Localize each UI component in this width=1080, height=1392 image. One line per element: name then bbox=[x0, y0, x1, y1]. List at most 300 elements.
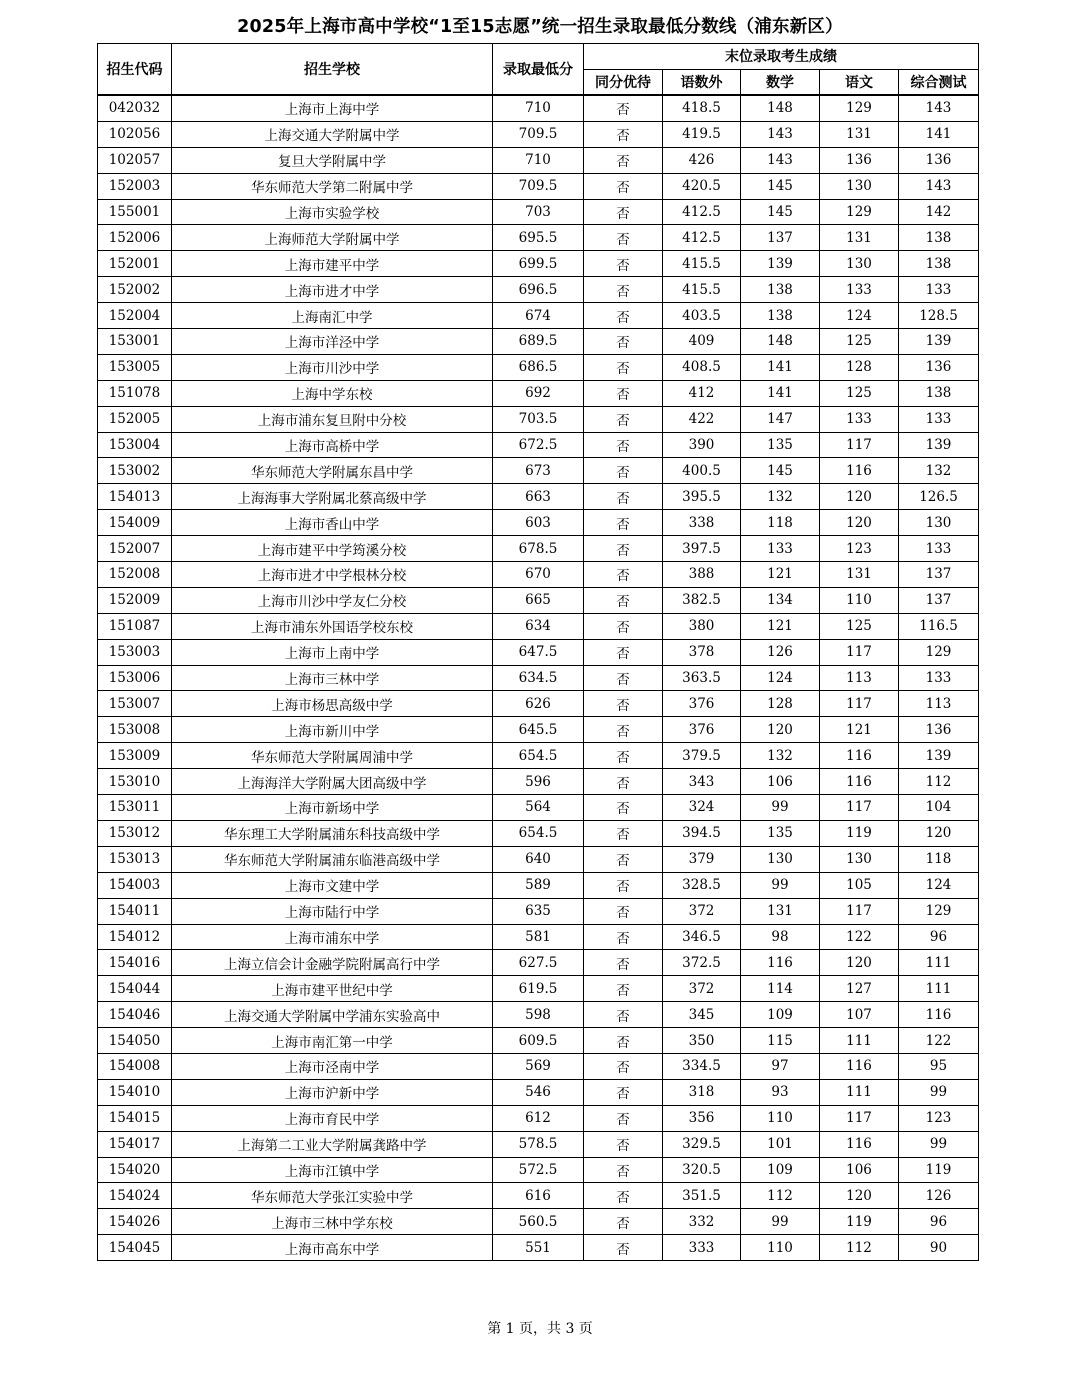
cell-comprehensive-test: 128.5 bbox=[899, 303, 979, 329]
cell-school: 上海市文建中学 bbox=[172, 872, 493, 898]
cell-chinese: 120 bbox=[820, 950, 899, 976]
table-row bbox=[98, 976, 979, 1002]
cell-min-score: 596 bbox=[493, 769, 584, 795]
table-row bbox=[98, 717, 979, 743]
cell-tie-priority: 否 bbox=[584, 820, 663, 846]
table-row bbox=[98, 199, 979, 225]
cell-school: 上海市浦东中学 bbox=[172, 924, 493, 950]
cell-math: 99 bbox=[741, 872, 820, 898]
cell-code: 154009 bbox=[98, 510, 172, 536]
cell-min-score: 560.5 bbox=[493, 1209, 584, 1235]
cell-comprehensive-test: 136 bbox=[899, 354, 979, 380]
cell-tie-priority: 否 bbox=[584, 639, 663, 665]
cell-tie-priority: 否 bbox=[584, 665, 663, 691]
cell-chinese-math-english: 408.5 bbox=[663, 354, 741, 380]
cell-math: 137 bbox=[741, 225, 820, 251]
cell-tie-priority: 否 bbox=[584, 769, 663, 795]
cell-chinese: 130 bbox=[820, 173, 899, 199]
cell-school: 华东师范大学附属东昌中学 bbox=[172, 458, 493, 484]
cell-min-score: 654.5 bbox=[493, 820, 584, 846]
cell-comprehensive-test: 139 bbox=[899, 743, 979, 769]
header-last-admitted-group: 末位录取考生成绩 bbox=[584, 44, 979, 70]
cell-chinese-math-english: 318 bbox=[663, 1079, 741, 1105]
cell-math: 120 bbox=[741, 717, 820, 743]
cell-tie-priority: 否 bbox=[584, 846, 663, 872]
cell-school: 上海市沪新中学 bbox=[172, 1079, 493, 1105]
cell-chinese: 117 bbox=[820, 639, 899, 665]
cell-comprehensive-test: 111 bbox=[899, 976, 979, 1002]
cell-code: 153001 bbox=[98, 329, 172, 355]
cell-chinese-math-english: 379.5 bbox=[663, 743, 741, 769]
cell-chinese-math-english: 329.5 bbox=[663, 1131, 741, 1157]
cell-tie-priority: 否 bbox=[584, 432, 663, 458]
cell-tie-priority: 否 bbox=[584, 1105, 663, 1131]
cell-comprehensive-test: 116 bbox=[899, 1002, 979, 1028]
cell-math: 109 bbox=[741, 1002, 820, 1028]
table-row bbox=[98, 173, 979, 199]
cell-code: 151078 bbox=[98, 380, 172, 406]
cell-math: 110 bbox=[741, 1105, 820, 1131]
cell-chinese: 116 bbox=[820, 769, 899, 795]
cell-code: 154017 bbox=[98, 1131, 172, 1157]
header-chinese: 语文 bbox=[820, 69, 899, 95]
cell-comprehensive-test: 138 bbox=[899, 380, 979, 406]
cell-comprehensive-test: 120 bbox=[899, 820, 979, 846]
cell-tie-priority: 否 bbox=[584, 536, 663, 562]
cell-school: 上海市新场中学 bbox=[172, 795, 493, 821]
table-row bbox=[98, 380, 979, 406]
table-row bbox=[98, 1131, 979, 1157]
cell-school: 上海市育民中学 bbox=[172, 1105, 493, 1131]
cell-math: 148 bbox=[741, 95, 820, 121]
table-row bbox=[98, 846, 979, 872]
cell-math: 97 bbox=[741, 1053, 820, 1079]
cell-min-score: 609.5 bbox=[493, 1028, 584, 1054]
cell-code: 154024 bbox=[98, 1183, 172, 1209]
cell-tie-priority: 否 bbox=[584, 1002, 663, 1028]
cell-tie-priority: 否 bbox=[584, 587, 663, 613]
cell-min-score: 689.5 bbox=[493, 329, 584, 355]
cell-min-score: 703 bbox=[493, 199, 584, 225]
cell-comprehensive-test: 142 bbox=[899, 199, 979, 225]
cell-comprehensive-test: 118 bbox=[899, 846, 979, 872]
cell-tie-priority: 否 bbox=[584, 303, 663, 329]
cell-code: 154046 bbox=[98, 1002, 172, 1028]
cell-min-score: 703.5 bbox=[493, 406, 584, 432]
cell-math: 130 bbox=[741, 846, 820, 872]
cell-school: 上海立信会计金融学院附属高行中学 bbox=[172, 950, 493, 976]
cell-school: 上海市新川中学 bbox=[172, 717, 493, 743]
cell-math: 143 bbox=[741, 121, 820, 147]
cell-min-score: 612 bbox=[493, 1105, 584, 1131]
cell-math: 145 bbox=[741, 199, 820, 225]
cell-code: 042032 bbox=[98, 95, 172, 121]
cell-code: 153009 bbox=[98, 743, 172, 769]
cell-math: 145 bbox=[741, 458, 820, 484]
cell-min-score: 695.5 bbox=[493, 225, 584, 251]
cell-chinese: 117 bbox=[820, 795, 899, 821]
table-row bbox=[98, 251, 979, 277]
cell-chinese-math-english: 395.5 bbox=[663, 484, 741, 510]
cell-chinese: 111 bbox=[820, 1079, 899, 1105]
cell-tie-priority: 否 bbox=[584, 743, 663, 769]
table-row bbox=[98, 406, 979, 432]
cell-chinese: 131 bbox=[820, 562, 899, 588]
table-row bbox=[98, 121, 979, 147]
header-comprehensive-test: 综合测试 bbox=[899, 69, 979, 95]
cell-tie-priority: 否 bbox=[584, 691, 663, 717]
cell-min-score: 581 bbox=[493, 924, 584, 950]
cell-code: 153006 bbox=[98, 665, 172, 691]
cell-comprehensive-test: 137 bbox=[899, 587, 979, 613]
cell-comprehensive-test: 123 bbox=[899, 1105, 979, 1131]
cell-school: 上海市杨思高级中学 bbox=[172, 691, 493, 717]
cell-comprehensive-test: 133 bbox=[899, 406, 979, 432]
cell-chinese-math-english: 372.5 bbox=[663, 950, 741, 976]
cell-code: 102056 bbox=[98, 121, 172, 147]
cell-math: 143 bbox=[741, 147, 820, 173]
cell-comprehensive-test: 122 bbox=[899, 1028, 979, 1054]
cell-chinese-math-english: 324 bbox=[663, 795, 741, 821]
cell-chinese-math-english: 350 bbox=[663, 1028, 741, 1054]
cell-min-score: 699.5 bbox=[493, 251, 584, 277]
header-chinese-math-english: 语数外 bbox=[663, 69, 741, 95]
cell-chinese-math-english: 363.5 bbox=[663, 665, 741, 691]
cell-math: 128 bbox=[741, 691, 820, 717]
cell-chinese: 116 bbox=[820, 1053, 899, 1079]
cell-chinese: 117 bbox=[820, 898, 899, 924]
cell-code: 154016 bbox=[98, 950, 172, 976]
cell-chinese: 131 bbox=[820, 225, 899, 251]
cell-code: 152006 bbox=[98, 225, 172, 251]
cell-chinese-math-english: 345 bbox=[663, 1002, 741, 1028]
cell-school: 华东师范大学第二附属中学 bbox=[172, 173, 493, 199]
cell-math: 131 bbox=[741, 898, 820, 924]
cell-math: 132 bbox=[741, 743, 820, 769]
cell-chinese: 129 bbox=[820, 95, 899, 121]
cell-min-score: 640 bbox=[493, 846, 584, 872]
cell-comprehensive-test: 130 bbox=[899, 510, 979, 536]
cell-code: 154045 bbox=[98, 1235, 172, 1261]
cell-min-score: 709.5 bbox=[493, 121, 584, 147]
cell-tie-priority: 否 bbox=[584, 354, 663, 380]
cell-chinese-math-english: 372 bbox=[663, 976, 741, 1002]
cell-chinese-math-english: 320.5 bbox=[663, 1157, 741, 1183]
cell-code: 153004 bbox=[98, 432, 172, 458]
cell-school: 上海市建平中学筠溪分校 bbox=[172, 536, 493, 562]
cell-comprehensive-test: 96 bbox=[899, 924, 979, 950]
cell-comprehensive-test: 116.5 bbox=[899, 613, 979, 639]
cell-school: 上海市建平中学 bbox=[172, 251, 493, 277]
cell-comprehensive-test: 139 bbox=[899, 329, 979, 355]
cell-tie-priority: 否 bbox=[584, 1209, 663, 1235]
cell-chinese-math-english: 343 bbox=[663, 769, 741, 795]
cell-chinese: 131 bbox=[820, 121, 899, 147]
cell-min-score: 686.5 bbox=[493, 354, 584, 380]
cell-chinese-math-english: 376 bbox=[663, 717, 741, 743]
cell-chinese-math-english: 382.5 bbox=[663, 587, 741, 613]
cell-min-score: 589 bbox=[493, 872, 584, 898]
cell-comprehensive-test: 119 bbox=[899, 1157, 979, 1183]
cell-school: 华东师范大学张江实验中学 bbox=[172, 1183, 493, 1209]
cell-code: 154020 bbox=[98, 1157, 172, 1183]
cell-tie-priority: 否 bbox=[584, 562, 663, 588]
cell-chinese: 116 bbox=[820, 743, 899, 769]
cell-math: 101 bbox=[741, 1131, 820, 1157]
cell-comprehensive-test: 136 bbox=[899, 717, 979, 743]
cell-chinese: 121 bbox=[820, 717, 899, 743]
cell-tie-priority: 否 bbox=[584, 95, 663, 121]
cell-math: 114 bbox=[741, 976, 820, 1002]
table-row bbox=[98, 639, 979, 665]
cell-code: 151087 bbox=[98, 613, 172, 639]
cell-chinese: 116 bbox=[820, 1131, 899, 1157]
table-row bbox=[98, 1105, 979, 1131]
cell-school: 华东师范大学附属浦东临港高级中学 bbox=[172, 846, 493, 872]
cell-code: 153011 bbox=[98, 795, 172, 821]
cell-school: 上海海事大学附属北蔡高级中学 bbox=[172, 484, 493, 510]
cell-tie-priority: 否 bbox=[584, 898, 663, 924]
cell-comprehensive-test: 126.5 bbox=[899, 484, 979, 510]
cell-code: 154026 bbox=[98, 1209, 172, 1235]
cell-min-score: 634 bbox=[493, 613, 584, 639]
cell-min-score: 627.5 bbox=[493, 950, 584, 976]
cell-comprehensive-test: 104 bbox=[899, 795, 979, 821]
cell-math: 93 bbox=[741, 1079, 820, 1105]
cell-chinese-math-english: 422 bbox=[663, 406, 741, 432]
cell-chinese: 133 bbox=[820, 406, 899, 432]
table-row bbox=[98, 225, 979, 251]
cell-tie-priority: 否 bbox=[584, 121, 663, 147]
cell-min-score: 578.5 bbox=[493, 1131, 584, 1157]
cell-school: 上海市浦东外国语学校东校 bbox=[172, 613, 493, 639]
cell-math: 116 bbox=[741, 950, 820, 976]
cell-min-score: 572.5 bbox=[493, 1157, 584, 1183]
cell-math: 147 bbox=[741, 406, 820, 432]
cell-school: 上海南汇中学 bbox=[172, 303, 493, 329]
cell-tie-priority: 否 bbox=[584, 458, 663, 484]
cell-code: 153008 bbox=[98, 717, 172, 743]
cell-school: 上海市上南中学 bbox=[172, 639, 493, 665]
cell-school: 上海市建平世纪中学 bbox=[172, 976, 493, 1002]
cell-code: 154050 bbox=[98, 1028, 172, 1054]
cell-tie-priority: 否 bbox=[584, 510, 663, 536]
cell-math: 118 bbox=[741, 510, 820, 536]
cell-code: 152008 bbox=[98, 562, 172, 588]
cell-math: 133 bbox=[741, 536, 820, 562]
cell-chinese: 107 bbox=[820, 1002, 899, 1028]
cell-code: 154011 bbox=[98, 898, 172, 924]
cell-comprehensive-test: 129 bbox=[899, 898, 979, 924]
cell-code: 154012 bbox=[98, 924, 172, 950]
cell-chinese-math-english: 419.5 bbox=[663, 121, 741, 147]
cell-chinese: 123 bbox=[820, 536, 899, 562]
table-body bbox=[98, 95, 979, 1261]
header-code: 招生代码 bbox=[98, 44, 172, 96]
table-row bbox=[98, 432, 979, 458]
cell-code: 152005 bbox=[98, 406, 172, 432]
cell-math: 141 bbox=[741, 354, 820, 380]
table-row bbox=[98, 458, 979, 484]
cell-min-score: 696.5 bbox=[493, 277, 584, 303]
cell-min-score: 663 bbox=[493, 484, 584, 510]
cell-tie-priority: 否 bbox=[584, 976, 663, 1002]
cell-chinese: 112 bbox=[820, 1235, 899, 1261]
table-row bbox=[98, 562, 979, 588]
cell-chinese-math-english: 376 bbox=[663, 691, 741, 717]
cell-math: 126 bbox=[741, 639, 820, 665]
cell-tie-priority: 否 bbox=[584, 1131, 663, 1157]
cell-code: 154015 bbox=[98, 1105, 172, 1131]
cell-code: 152009 bbox=[98, 587, 172, 613]
cell-comprehensive-test: 124 bbox=[899, 872, 979, 898]
cell-school: 上海市川沙中学友仁分校 bbox=[172, 587, 493, 613]
cell-math: 121 bbox=[741, 613, 820, 639]
cell-school: 上海市洋泾中学 bbox=[172, 329, 493, 355]
cell-chinese: 129 bbox=[820, 199, 899, 225]
cell-min-score: 692 bbox=[493, 380, 584, 406]
cell-chinese: 136 bbox=[820, 147, 899, 173]
cell-comprehensive-test: 143 bbox=[899, 173, 979, 199]
cell-math: 135 bbox=[741, 820, 820, 846]
cell-code: 153013 bbox=[98, 846, 172, 872]
cell-chinese-math-english: 403.5 bbox=[663, 303, 741, 329]
cell-chinese-math-english: 332 bbox=[663, 1209, 741, 1235]
cell-code: 153007 bbox=[98, 691, 172, 717]
cell-chinese: 113 bbox=[820, 665, 899, 691]
cell-school: 上海市南汇第一中学 bbox=[172, 1028, 493, 1054]
cell-code: 153003 bbox=[98, 639, 172, 665]
cell-math: 99 bbox=[741, 795, 820, 821]
cell-code: 152002 bbox=[98, 277, 172, 303]
cell-math: 141 bbox=[741, 380, 820, 406]
cell-math: 139 bbox=[741, 251, 820, 277]
cell-math: 98 bbox=[741, 924, 820, 950]
cell-chinese: 116 bbox=[820, 458, 899, 484]
cell-comprehensive-test: 112 bbox=[899, 769, 979, 795]
cell-min-score: 619.5 bbox=[493, 976, 584, 1002]
cell-tie-priority: 否 bbox=[584, 795, 663, 821]
cell-tie-priority: 否 bbox=[584, 147, 663, 173]
header-tie-priority: 同分优待 bbox=[584, 69, 663, 95]
cell-school: 上海市上海中学 bbox=[172, 95, 493, 121]
cell-chinese-math-english: 380 bbox=[663, 613, 741, 639]
cell-school: 上海中学东校 bbox=[172, 380, 493, 406]
cell-code: 152003 bbox=[98, 173, 172, 199]
cell-min-score: 569 bbox=[493, 1053, 584, 1079]
table-row bbox=[98, 1209, 979, 1235]
cell-chinese: 122 bbox=[820, 924, 899, 950]
cell-min-score: 647.5 bbox=[493, 639, 584, 665]
cell-chinese-math-english: 412 bbox=[663, 380, 741, 406]
cell-chinese: 106 bbox=[820, 1157, 899, 1183]
cell-tie-priority: 否 bbox=[584, 173, 663, 199]
cell-math: 110 bbox=[741, 1235, 820, 1261]
header-math: 数学 bbox=[741, 69, 820, 95]
cell-comprehensive-test: 90 bbox=[899, 1235, 979, 1261]
cell-min-score: 598 bbox=[493, 1002, 584, 1028]
cell-comprehensive-test: 133 bbox=[899, 277, 979, 303]
cell-chinese: 117 bbox=[820, 432, 899, 458]
cell-tie-priority: 否 bbox=[584, 1157, 663, 1183]
cell-tie-priority: 否 bbox=[584, 950, 663, 976]
cell-school: 复旦大学附属中学 bbox=[172, 147, 493, 173]
cell-chinese-math-english: 418.5 bbox=[663, 95, 741, 121]
cell-math: 138 bbox=[741, 277, 820, 303]
cell-comprehensive-test: 111 bbox=[899, 950, 979, 976]
table-row bbox=[98, 613, 979, 639]
cell-chinese: 130 bbox=[820, 846, 899, 872]
cell-code: 153012 bbox=[98, 820, 172, 846]
cell-min-score: 635 bbox=[493, 898, 584, 924]
cell-chinese-math-english: 351.5 bbox=[663, 1183, 741, 1209]
cell-chinese-math-english: 420.5 bbox=[663, 173, 741, 199]
cell-chinese: 124 bbox=[820, 303, 899, 329]
cell-school: 上海市三林中学东校 bbox=[172, 1209, 493, 1235]
cell-chinese-math-english: 409 bbox=[663, 329, 741, 355]
cell-chinese: 111 bbox=[820, 1028, 899, 1054]
cell-code: 155001 bbox=[98, 199, 172, 225]
cell-chinese-math-english: 390 bbox=[663, 432, 741, 458]
cell-chinese-math-english: 372 bbox=[663, 898, 741, 924]
cell-chinese: 119 bbox=[820, 1209, 899, 1235]
page-title: 2025年上海市高中学校“1至15志愿”统一招生录取最低分数线（浦东新区） bbox=[237, 17, 843, 37]
cell-chinese-math-english: 333 bbox=[663, 1235, 741, 1261]
cell-code: 102057 bbox=[98, 147, 172, 173]
cell-chinese: 133 bbox=[820, 277, 899, 303]
cell-math: 115 bbox=[741, 1028, 820, 1054]
table-row bbox=[98, 1235, 979, 1261]
cell-tie-priority: 否 bbox=[584, 1079, 663, 1105]
table-row bbox=[98, 1002, 979, 1028]
table-row bbox=[98, 510, 979, 536]
cell-tie-priority: 否 bbox=[584, 613, 663, 639]
table-row bbox=[98, 950, 979, 976]
cell-comprehensive-test: 139 bbox=[899, 432, 979, 458]
cell-comprehensive-test: 143 bbox=[899, 95, 979, 121]
cell-min-score: 645.5 bbox=[493, 717, 584, 743]
cell-chinese: 105 bbox=[820, 872, 899, 898]
cell-comprehensive-test: 138 bbox=[899, 251, 979, 277]
cell-comprehensive-test: 95 bbox=[899, 1053, 979, 1079]
cell-comprehensive-test: 141 bbox=[899, 121, 979, 147]
cell-math: 99 bbox=[741, 1209, 820, 1235]
cell-chinese: 125 bbox=[820, 380, 899, 406]
cell-chinese: 117 bbox=[820, 1105, 899, 1131]
table-row bbox=[98, 329, 979, 355]
table-row bbox=[98, 691, 979, 717]
cell-chinese-math-english: 412.5 bbox=[663, 199, 741, 225]
cell-min-score: 670 bbox=[493, 562, 584, 588]
cell-math: 135 bbox=[741, 432, 820, 458]
cell-chinese-math-english: 356 bbox=[663, 1105, 741, 1131]
cell-comprehensive-test: 129 bbox=[899, 639, 979, 665]
cell-comprehensive-test: 99 bbox=[899, 1079, 979, 1105]
cell-chinese: 127 bbox=[820, 976, 899, 1002]
header-school: 招生学校 bbox=[172, 44, 493, 96]
cell-math: 145 bbox=[741, 173, 820, 199]
cell-tie-priority: 否 bbox=[584, 1028, 663, 1054]
cell-code: 153005 bbox=[98, 354, 172, 380]
table-row bbox=[98, 1028, 979, 1054]
table-row bbox=[98, 354, 979, 380]
cell-tie-priority: 否 bbox=[584, 717, 663, 743]
table-row bbox=[98, 898, 979, 924]
cell-tie-priority: 否 bbox=[584, 1183, 663, 1209]
cell-chinese-math-english: 388 bbox=[663, 562, 741, 588]
cell-code: 152007 bbox=[98, 536, 172, 562]
cell-school: 上海师范大学附属中学 bbox=[172, 225, 493, 251]
